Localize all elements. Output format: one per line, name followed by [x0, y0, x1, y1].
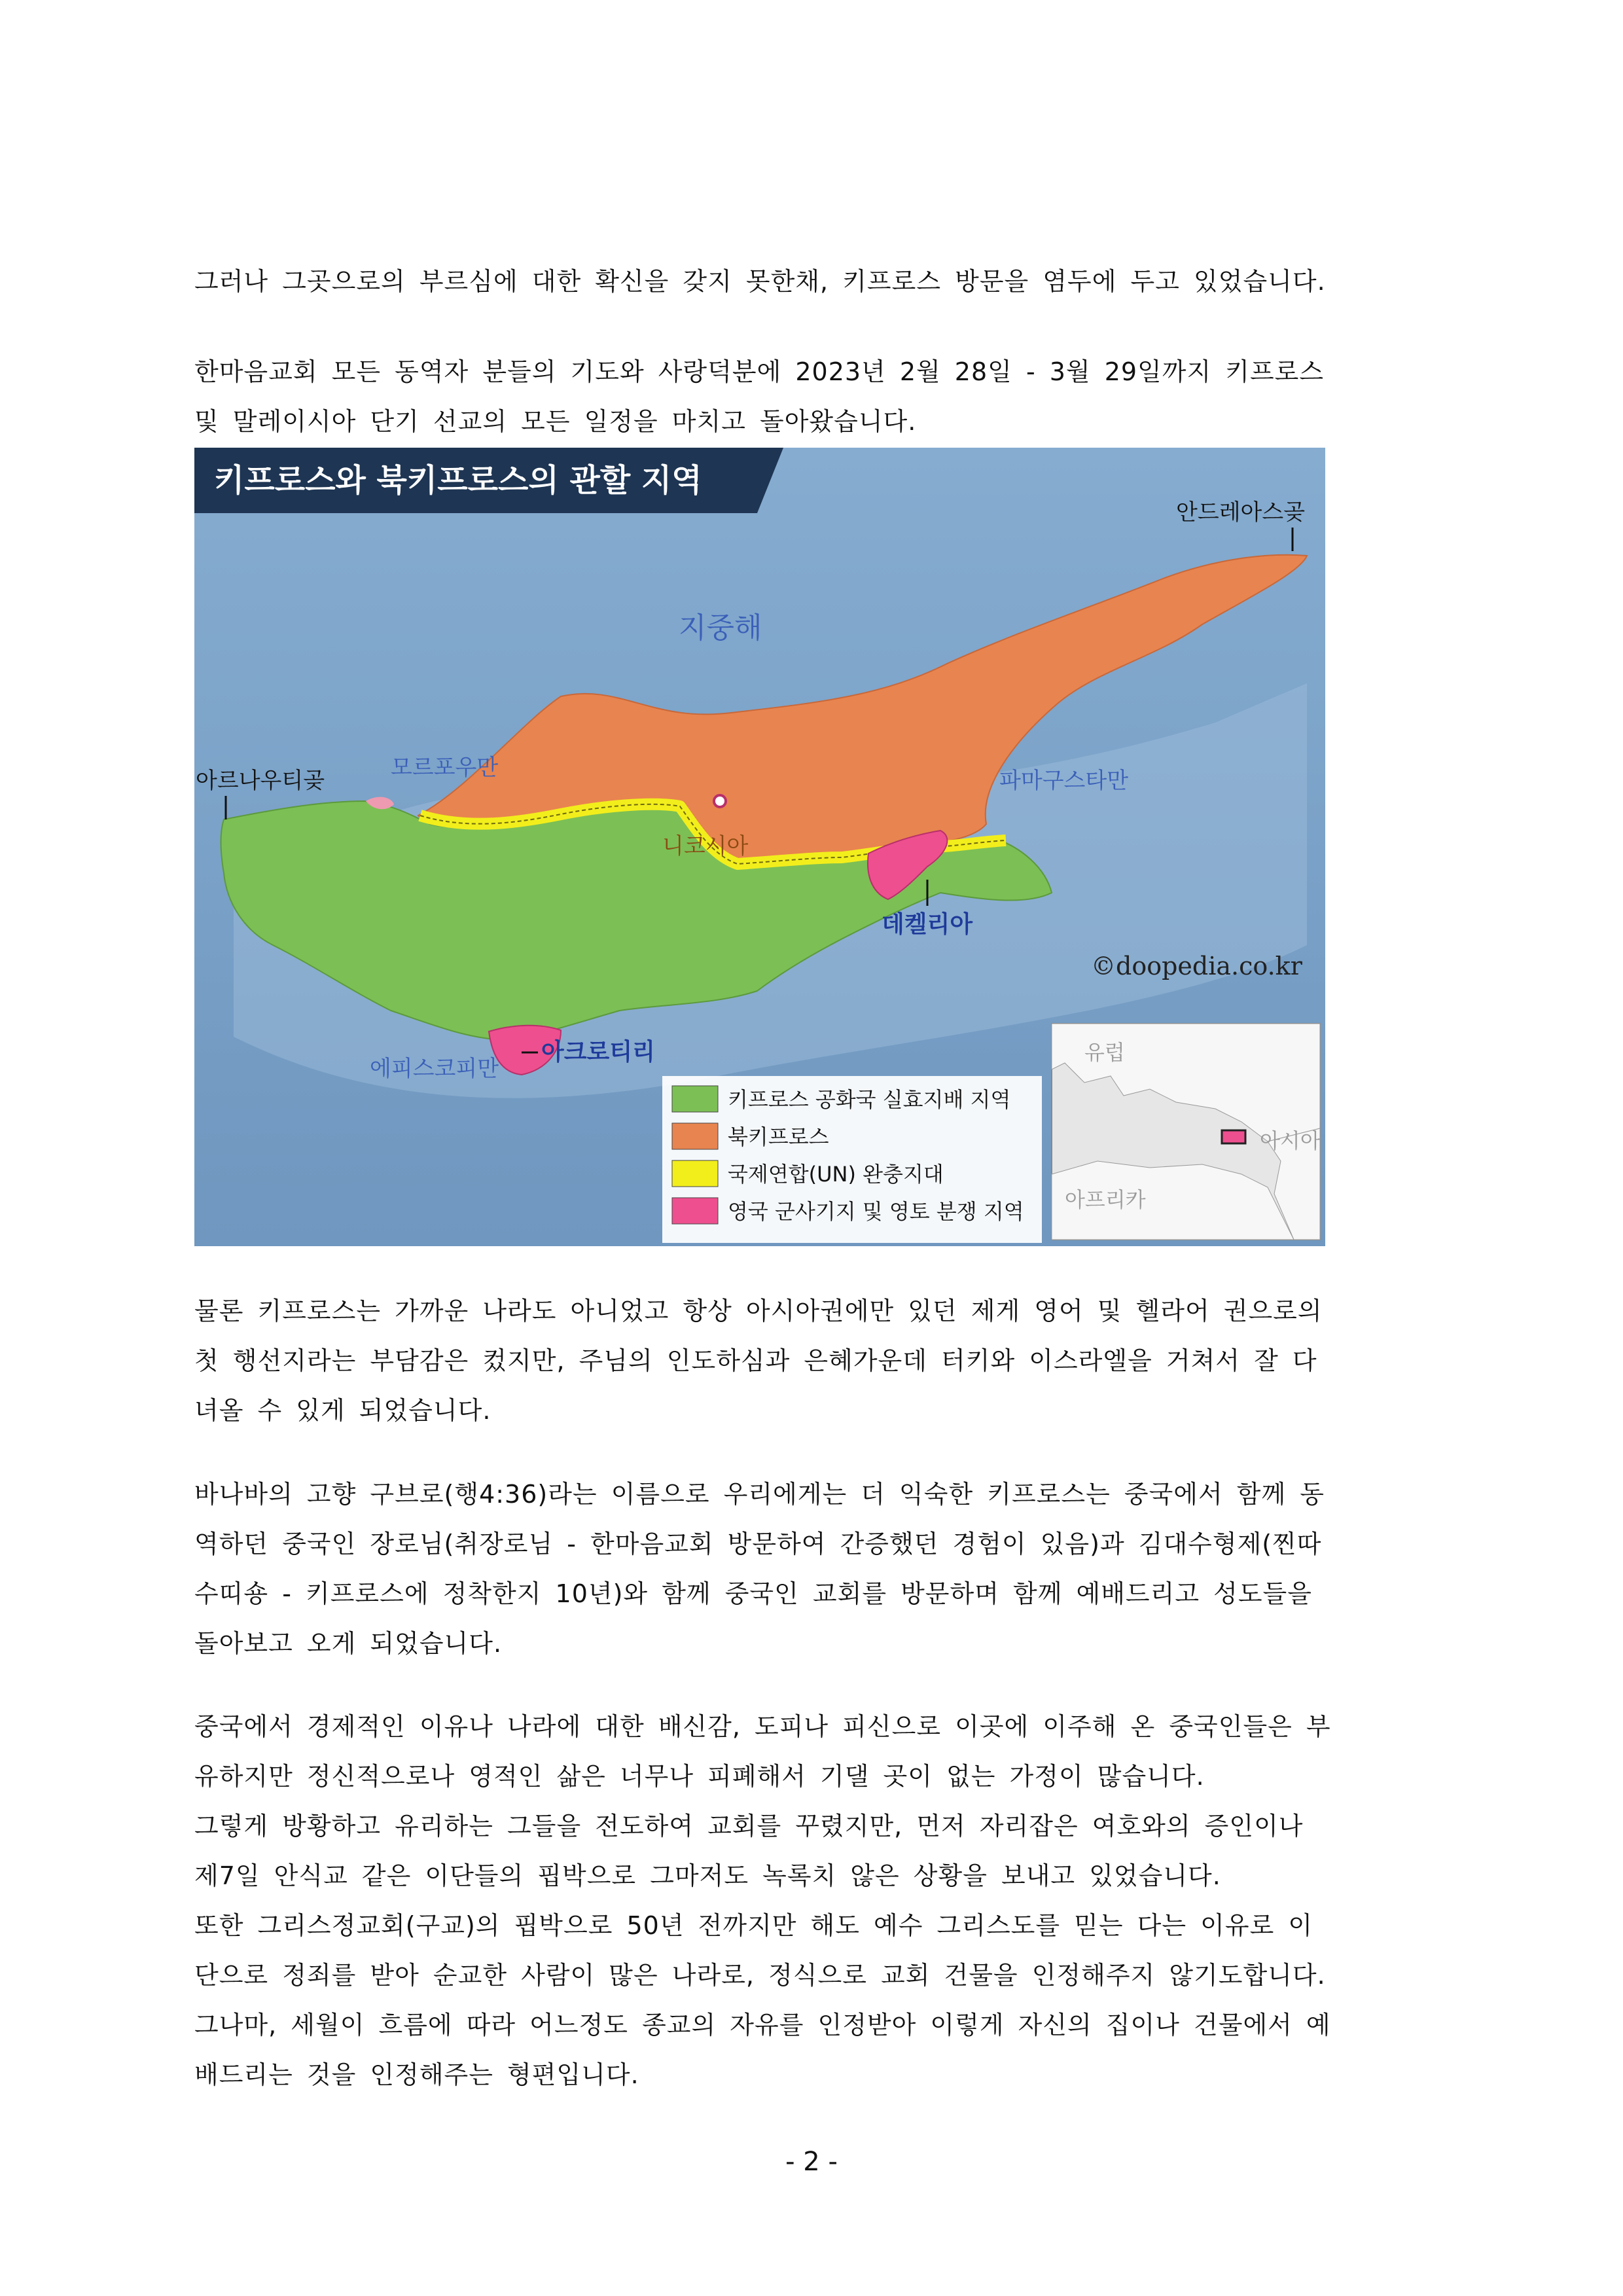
body-paragraph-3 — [194, 1702, 1429, 2100]
inset-asia-label: 아시아 — [1260, 1128, 1321, 1153]
nicosia-marker — [714, 795, 726, 807]
legend-swatch-uk — [672, 1198, 718, 1224]
text-line: 물론 키프로스는 가까운 나라도 아니었고 항상 아시아권에만 있던 제게 영어 및 헬라어 권으로의 — [194, 1297, 1323, 1325]
text-line: 첫 행선지라는 부담감은 컸지만, 주님의 인도하심과 은혜가운데 터키와 이스라엘을 거쳐서 잘 다 — [194, 1346, 1317, 1375]
text-line: 배드리는 것을 인정해주는 형편입니다. — [194, 2060, 639, 2089]
morphou-bay-label: 모르포우만 — [391, 755, 499, 781]
text-line: 돌아보고 오게 되었습니다. — [194, 1629, 503, 1658]
text-line: 그렇게 방황하고 유리하는 그들을 전도하여 교회를 꾸렸지만, 먼저 자리잡은 여호와의 증인이나 — [194, 1812, 1304, 1840]
body-paragraph-1 — [194, 1286, 1429, 1435]
text-line: 녀올 수 있게 되었습니다. — [194, 1396, 491, 1425]
inset-europe-label: 유럽 — [1084, 1040, 1125, 1065]
sea-label: 지중해 — [679, 611, 762, 645]
map-title: 키프로스와 북키프로스의 관할 지역 — [214, 462, 702, 499]
legend-label-republic: 키프로스 공화국 실효지배 지역 — [728, 1087, 1011, 1112]
body-paragraph-2 — [194, 1469, 1429, 1668]
text-line: 한마음교회 모든 동역자 분들의 기도와 사랑덕분에 2023년 2월 28일 - 3월 29일까지 키프로스 — [194, 357, 1325, 386]
inset-africa-label: 아프리카 — [1065, 1187, 1146, 1212]
intro-paragraph — [194, 257, 1429, 306]
text-line: 중국에서 경제적인 이유나 나라에 대한 배신감, 도피나 피신으로 이곳에 이주해 온 중국인들은 부 — [194, 1712, 1331, 1741]
cyprus-map-figure — [194, 448, 1325, 1246]
text-line: 그러나 그곳으로의 부르심에 대한 확신을 갖지 못한채, 키프로스 방문을 염두에 두고 있었습니다. — [194, 267, 1326, 296]
text-line: 유하지만 정신적으로나 영적인 삶은 너무나 피폐해서 기댈 곳이 없는 가정이 많습니다. — [194, 1762, 1205, 1791]
legend-swatch-un — [672, 1160, 718, 1187]
credit-label: ©doopedia.co.kr — [1091, 952, 1302, 980]
nicosia-label: 니코시아 — [662, 833, 749, 859]
text-line: 역하던 중국인 장로님(취장로님 - 한마음교회 방문하여 간증했던 경험이 있음)과 김대수형제(찐따 — [194, 1530, 1322, 1558]
dhekelia-label: 데켈리아 — [882, 911, 973, 938]
map-legend — [662, 1076, 1042, 1243]
text-line: 제7일 안식교 같은 이단들의 핍박으로 그마저도 녹록치 않은 상황을 보내고 있었습니다. — [194, 1861, 1221, 1890]
arnaouti-label: 아르나우티곶 — [196, 768, 325, 794]
page-number: - 2 - — [785, 2147, 838, 2177]
famagusta-bay-label: 파마구스타만 — [999, 768, 1129, 794]
text-line: 및 말레이시아 단기 선교의 모든 일정을 마치고 돌아왔습니다. — [194, 407, 917, 436]
report-paragraph — [194, 347, 1429, 446]
akrotiri-label: 아크로티리 — [541, 1039, 655, 1066]
text-line: 또한 그리스정교회(구교)의 핍박으로 50년 전까지만 해도 예수 그리스도를 믿는 다는 이유로 이 — [194, 1911, 1313, 1940]
episkopi-bay-label: 에피스코피만 — [370, 1056, 499, 1082]
inset-map — [1052, 1024, 1321, 1240]
text-line: 단으로 정죄를 받아 순교한 사람이 많은 나라로, 정식으로 교회 건물을 인정해주지 않기도합니다. — [194, 1961, 1326, 1990]
legend-swatch-north — [672, 1123, 718, 1149]
text-line: 그나마, 세월이 흐름에 따라 어느정도 종교의 자유를 인정받아 이렇게 자신의 집이나 건물에서 예 — [194, 2011, 1331, 2039]
legend-label-north: 북키프로스 — [728, 1124, 829, 1149]
cape-andreas-label: 안드레아스곶 — [1176, 499, 1306, 526]
legend-label-un: 국제연합(UN) 완충지대 — [728, 1162, 944, 1187]
legend-label-uk: 영국 군사기지 및 영토 분쟁 지역 — [728, 1199, 1024, 1224]
legend-swatch-republic — [672, 1086, 718, 1112]
text-line: 수띠숑 - 키프로스에 정착한지 10년)와 함께 중국인 교회를 방문하며 함께 예배드리고 성도들을 — [194, 1579, 1312, 1608]
text-line: 바나바의 고향 구브로(행4:36)라는 이름으로 우리에게는 더 익숙한 키프로스는 중국에서 함께 동 — [194, 1480, 1325, 1509]
inset-cyprus-marker — [1222, 1130, 1245, 1143]
